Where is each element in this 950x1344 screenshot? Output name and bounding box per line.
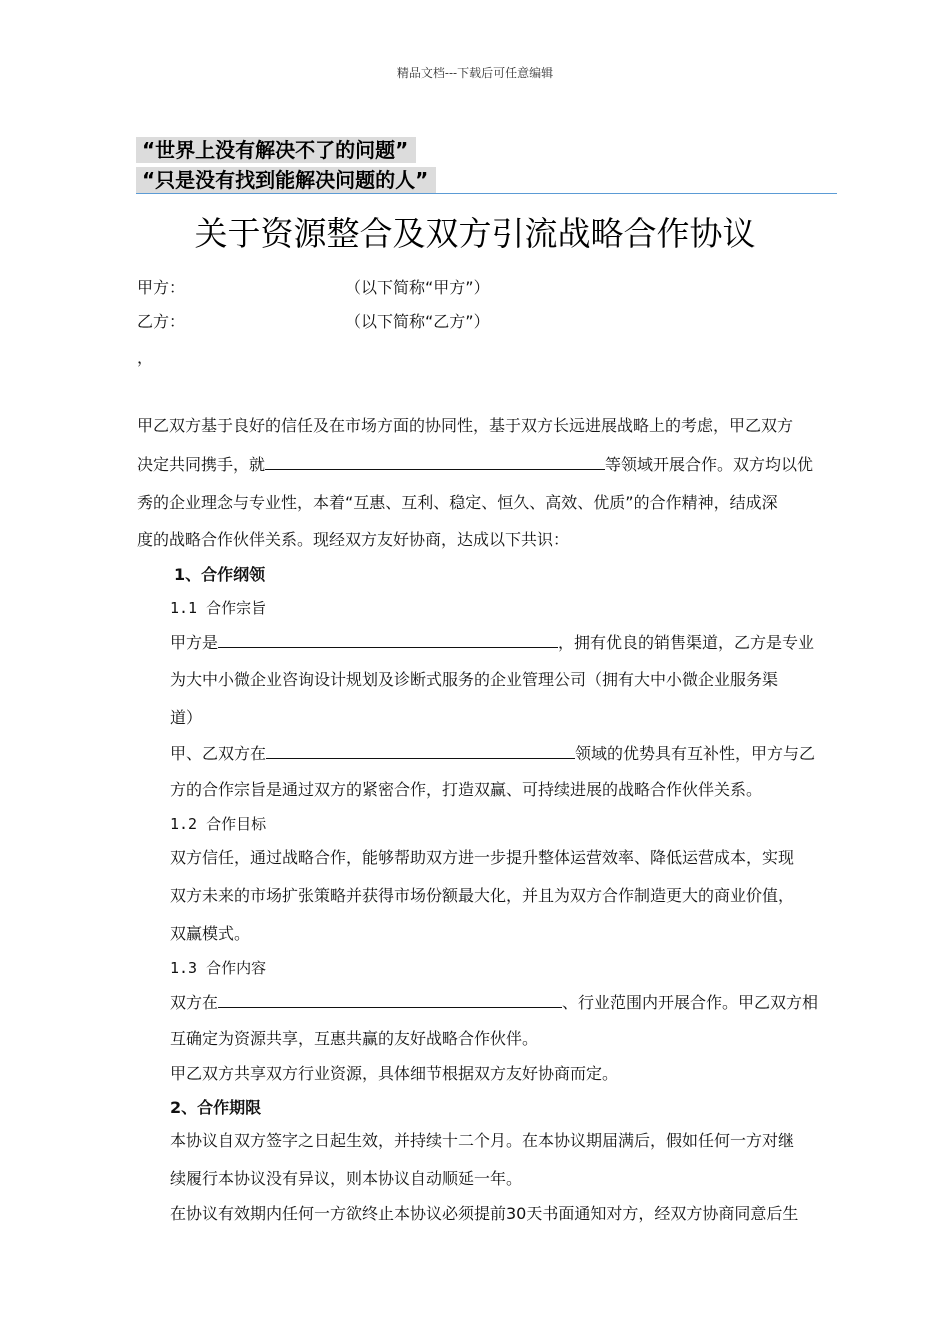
intro-line-2 xyxy=(137,454,813,475)
s13-line-1 xyxy=(170,992,818,1013)
s13-blank-field[interactable] xyxy=(218,992,562,1008)
intro-blank-field[interactable] xyxy=(265,454,605,470)
s11-line-1 xyxy=(170,632,814,653)
s11-line-3: 道） xyxy=(170,708,203,727)
intro-line-2-post: 等领域开展合作。双方均以优 xyxy=(605,455,814,474)
party-a-label: 甲方： xyxy=(137,278,186,297)
s11-line-4-post: 领域的优势具有互补性，甲方与乙 xyxy=(575,744,816,763)
header-note: 精品文档---下载后可任意编辑 xyxy=(396,66,554,80)
s11-line-1-pre: 甲方是 xyxy=(170,633,219,652)
s11-line-4-pre: 甲、乙双方在 xyxy=(170,744,267,763)
s11-line-4 xyxy=(170,743,815,764)
s13-line-1-post: 、行业范围内开展合作。甲乙双方相 xyxy=(562,993,819,1012)
intro-line-4: 度的战略合作伙伴关系。现经双方友好协商，达成以下共识： xyxy=(137,530,570,549)
motto-line-2: “只是没有找到能解决问题的人” xyxy=(136,167,436,193)
s11-blank-field-2[interactable] xyxy=(266,743,575,759)
section-1-1-heading: 1.1 合作宗旨 xyxy=(170,599,267,617)
stray-mark: ， xyxy=(137,348,154,367)
intro-line-1: 甲乙双方基于良好的信任及在市场方面的协同性，基于双方长远进展战略上的考虑，甲乙双方 xyxy=(137,416,794,435)
section-1-3-heading: 1.3 合作内容 xyxy=(170,959,267,977)
intro-line-3: 秀的企业理念与专业性，本着“互惠、互利、稳定、恒久、高效、优质”的合作精神，结成深 xyxy=(137,493,778,512)
section-2-heading: 2、合作期限 xyxy=(170,1098,262,1117)
s12-line-2: 双方未来的市场扩张策略并获得市场份额最大化，并且为双方合作制造更大的商业价值， xyxy=(170,886,795,905)
s12-line-3: 双赢模式。 xyxy=(170,924,251,943)
s2-line-1: 本协议自双方签字之日起生效，并持续十二个月。在本协议期届满后，假如任何一方对继 xyxy=(170,1131,795,1150)
s11-blank-field[interactable] xyxy=(218,632,558,648)
header-divider xyxy=(136,193,837,194)
section-1-2-heading: 1.2 合作目标 xyxy=(170,815,267,833)
s12-line-1: 双方信任，通过战略合作，能够帮助双方进一步提升整体运营效率、降低运营成本，实现 xyxy=(170,848,795,867)
party-a-note: （以下简称“甲方”） xyxy=(345,278,490,297)
s11-line-5: 方的合作宗旨是通过双方的紧密合作，打造双赢、可持续进展的战略合作伙伴关系。 xyxy=(170,780,763,799)
s2-line-2: 续履行本协议没有异议，则本协议自动顺延一年。 xyxy=(170,1169,523,1188)
section-1-heading: 1、合作纲领 xyxy=(174,565,266,584)
s13-line-3: 甲乙双方共享双方行业资源，具体细节根据双方友好协商而定。 xyxy=(170,1064,619,1083)
s11-line-2: 为大中小微企业咨询设计规划及诊断式服务的企业管理公司（拥有大中小微企业服务渠 xyxy=(170,670,779,689)
party-b-note: （以下简称“乙方”） xyxy=(345,312,490,331)
s13-line-2: 互确定为资源共享，互惠共赢的友好战略合作伙伴。 xyxy=(170,1029,539,1048)
s11-line-1-post: ，拥有优良的销售渠道，乙方是专业 xyxy=(558,633,815,652)
party-b-label: 乙方： xyxy=(137,312,186,331)
s13-line-1-pre: 双方在 xyxy=(170,993,219,1012)
intro-line-2-pre: 决定共同携手，就 xyxy=(137,455,266,474)
motto-line-1: “世界上没有解决不了的问题” xyxy=(136,137,416,163)
s2-line-3: 在协议有效期内任何一方欲终止本协议必须提前30天书面通知对方，经双方协商同意后生 xyxy=(170,1204,799,1223)
document-title: 关于资源整合及双方引流战略合作协议 xyxy=(194,214,756,253)
